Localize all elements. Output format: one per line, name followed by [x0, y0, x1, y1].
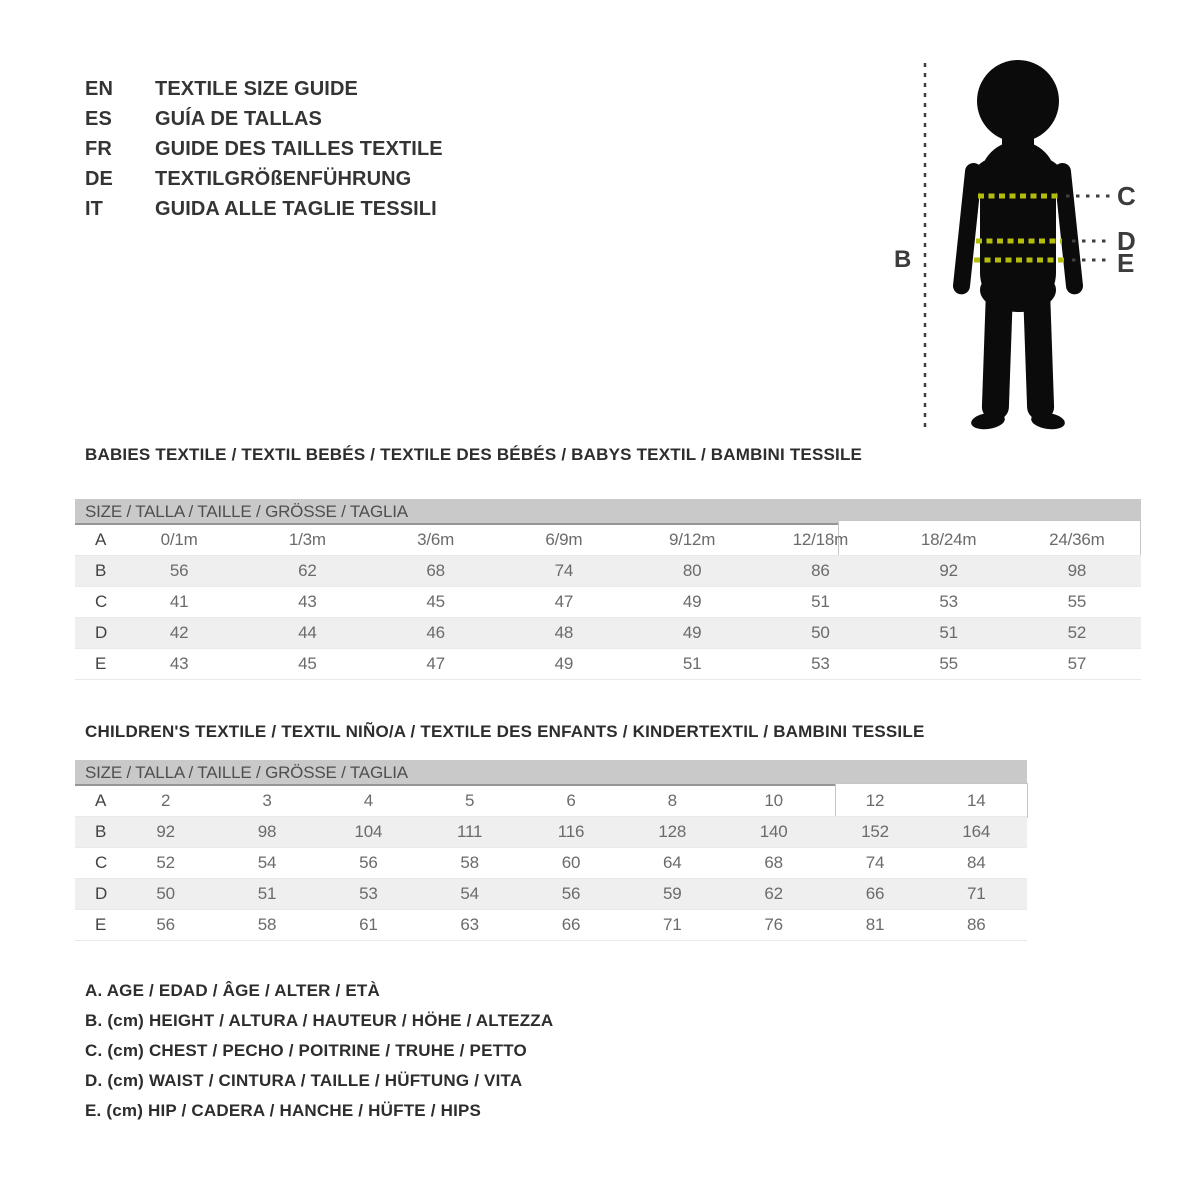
table-cell: 152	[861, 822, 889, 841]
table-cell: 55	[1067, 592, 1087, 611]
table-row-waist	[75, 618, 1141, 649]
table-cell: 45	[426, 592, 445, 611]
children-size-table	[75, 760, 1027, 941]
row-label: E	[95, 915, 107, 934]
table-cell: 61	[359, 915, 378, 934]
table-row-hip	[75, 910, 1027, 941]
table-cell: 92	[156, 822, 175, 841]
table-cell: 12	[865, 791, 885, 810]
table-cell: 84	[967, 853, 986, 872]
table-cell: 51	[682, 654, 702, 673]
guide-title: GUIDE DES TAILLES TEXTILE	[155, 137, 443, 160]
table-cell: 55	[939, 654, 958, 673]
table-cell: 53	[939, 592, 958, 611]
table-cell: 49	[682, 592, 702, 611]
table-cell: 12/18m	[792, 530, 849, 549]
list-item	[85, 74, 443, 104]
table-cell: 76	[764, 915, 783, 934]
table-cell: 116	[557, 822, 585, 841]
guide-title: GUÍA DE TALLAS	[155, 107, 322, 130]
table-cell: 98	[257, 822, 277, 841]
table-row-hip	[75, 649, 1141, 680]
guide-title: GUIDA ALLE TAGLIE TESSILI	[155, 197, 437, 220]
table-cell: 71	[663, 915, 682, 934]
table-cell: 50	[156, 884, 175, 903]
measurement-legend	[85, 976, 553, 1126]
table-cell: 1/3m	[288, 530, 326, 549]
table-cell: 98	[1067, 561, 1087, 580]
table-cell: 47	[426, 654, 445, 673]
child-silhouette-icon	[952, 60, 1084, 431]
list-item	[85, 134, 443, 164]
table-cell: 64	[663, 853, 682, 872]
language-code: EN	[85, 77, 113, 100]
row-label: A	[95, 791, 107, 810]
table-cell: 53	[359, 884, 378, 903]
table-cell: 86	[811, 561, 830, 580]
table-row-age	[75, 786, 1027, 817]
list-item	[85, 104, 443, 134]
table-cell: 45	[298, 654, 317, 673]
row-label: B	[95, 561, 107, 580]
table-cell: 54	[460, 884, 479, 903]
table-row-chest	[75, 848, 1027, 879]
row-label: D	[95, 884, 108, 903]
table-cell: 0/1m	[160, 530, 198, 549]
size-header-label: SIZE / TALLA / TAILLE / GRÖSSE / TAGLIA	[85, 763, 408, 782]
legend-item-height: B. (cm) HEIGHT / ALTURA / HAUTEUR / HÖHE / ALTEZZA	[85, 1011, 554, 1030]
table-cell: 140	[759, 822, 788, 841]
table-cell: 111	[457, 822, 483, 841]
table-cell: 66	[561, 915, 581, 934]
row-label: E	[95, 654, 107, 673]
babies-section-heading: BABIES TEXTILE / TEXTIL BEBÉS / TEXTILE DES BÉBÉS / BABYS TEXTIL / BAMBINI TESSILE	[85, 445, 863, 464]
row-label: C	[95, 853, 108, 872]
table-row-height	[75, 556, 1141, 587]
language-code: ES	[85, 107, 112, 130]
table-cell: 68	[426, 561, 445, 580]
table-cell: 56	[169, 561, 189, 580]
language-code: IT	[85, 197, 103, 220]
table-row-height	[75, 817, 1027, 848]
table-cell: 3	[262, 791, 272, 810]
table-cell: 3/6m	[417, 530, 455, 549]
table-cell: 51	[811, 592, 830, 611]
table-cell: 42	[169, 623, 189, 642]
table-cell: 74	[865, 853, 885, 872]
table-cell: 59	[663, 884, 682, 903]
table-cell: 62	[298, 561, 317, 580]
table-cell: 47	[554, 592, 574, 611]
table-cell: 43	[169, 654, 189, 673]
table-cell: 80	[682, 561, 702, 580]
list-item	[85, 164, 443, 194]
table-cell: 52	[1067, 623, 1087, 642]
row-label: C	[95, 592, 108, 611]
table-cell: 104	[354, 822, 383, 841]
table-cell: 8	[667, 791, 677, 810]
table-cell: 56	[561, 884, 581, 903]
table-cell: 51	[257, 884, 277, 903]
table-cell: 63	[460, 915, 479, 934]
table-cell: 81	[865, 915, 885, 934]
table-cell: 5	[465, 791, 475, 810]
table-cell: 52	[156, 853, 175, 872]
table-cell: 62	[764, 884, 783, 903]
hip-label: E	[1117, 248, 1135, 278]
children-section-heading: CHILDREN'S TEXTILE / TEXTIL NIÑO/A / TEXTILE DES ENFANTS / KINDERTEXTIL / BAMBINI TESSILE	[85, 722, 925, 741]
table-cell: 44	[298, 623, 317, 642]
legend-item-age: A. AGE / EDAD / ÂGE / ALTER / ETÀ	[85, 981, 380, 1000]
table-cell: 6	[566, 791, 576, 810]
table-cell: 74	[554, 561, 574, 580]
table-cell: 53	[811, 654, 830, 673]
row-label: D	[95, 623, 108, 642]
babies-size-table	[75, 499, 1141, 680]
table-cell: 48	[554, 623, 574, 642]
table-cell: 6/9m	[545, 530, 583, 549]
height-label: B	[894, 246, 912, 273]
table-cell: 128	[658, 822, 687, 841]
table-cell: 58	[257, 915, 277, 934]
table-cell: 10	[764, 791, 783, 810]
table-cell: 164	[962, 822, 991, 841]
table-row-age	[75, 525, 1141, 556]
table-cell: 41	[169, 592, 189, 611]
guide-title: TEXTILGRÖßENFÜHRUNG	[155, 167, 412, 190]
table-cell: 43	[298, 592, 317, 611]
chest-label: C	[1117, 181, 1136, 211]
row-label: B	[95, 822, 107, 841]
language-code: DE	[85, 167, 113, 190]
table-cell: 92	[939, 561, 958, 580]
table-cell: 86	[967, 915, 986, 934]
table-cell: 57	[1067, 654, 1087, 673]
table-cell: 24/36m	[1049, 530, 1105, 549]
table-cell: 9/12m	[669, 530, 716, 549]
table-cell: 14	[967, 791, 986, 810]
table-cell: 49	[554, 654, 574, 673]
table-cell: 58	[460, 853, 479, 872]
table-cell: 54	[257, 853, 277, 872]
table-cell: 50	[811, 623, 830, 642]
table-cell: 66	[865, 884, 885, 903]
legend-item-chest: C. (cm) CHEST / PECHO / POITRINE / TRUHE / PETTO	[85, 1041, 527, 1060]
waist-label: D	[1117, 226, 1136, 256]
measurement-figure	[860, 45, 1170, 445]
table-cell: 2	[161, 791, 171, 810]
table-cell: 56	[359, 853, 378, 872]
size-header-label: SIZE / TALLA / TAILLE / GRÖSSE / TAGLIA	[85, 502, 408, 521]
table-cell: 60	[561, 853, 581, 872]
language-code: FR	[85, 137, 112, 160]
row-label: A	[95, 530, 107, 549]
table-cell: 4	[363, 791, 373, 810]
table-cell: 56	[156, 915, 175, 934]
legend-item-hip: E. (cm) HIP / CADERA / HANCHE / HÜFTE / HIPS	[85, 1101, 482, 1120]
guide-title: TEXTILE SIZE GUIDE	[155, 77, 358, 100]
table-row-chest	[75, 587, 1141, 618]
table-cell: 49	[682, 623, 702, 642]
table-cell: 68	[764, 853, 783, 872]
table-cell: 51	[939, 623, 958, 642]
table-cell: 18/24m	[920, 530, 977, 549]
table-cell: 71	[967, 884, 986, 903]
legend-item-waist: D. (cm) WAIST / CINTURA / TAILLE / HÜFTUNG / VITA	[85, 1071, 523, 1090]
language-guide-list	[85, 74, 443, 224]
table-row-waist	[75, 879, 1027, 910]
table-cell: 46	[426, 623, 445, 642]
list-item	[85, 194, 443, 224]
